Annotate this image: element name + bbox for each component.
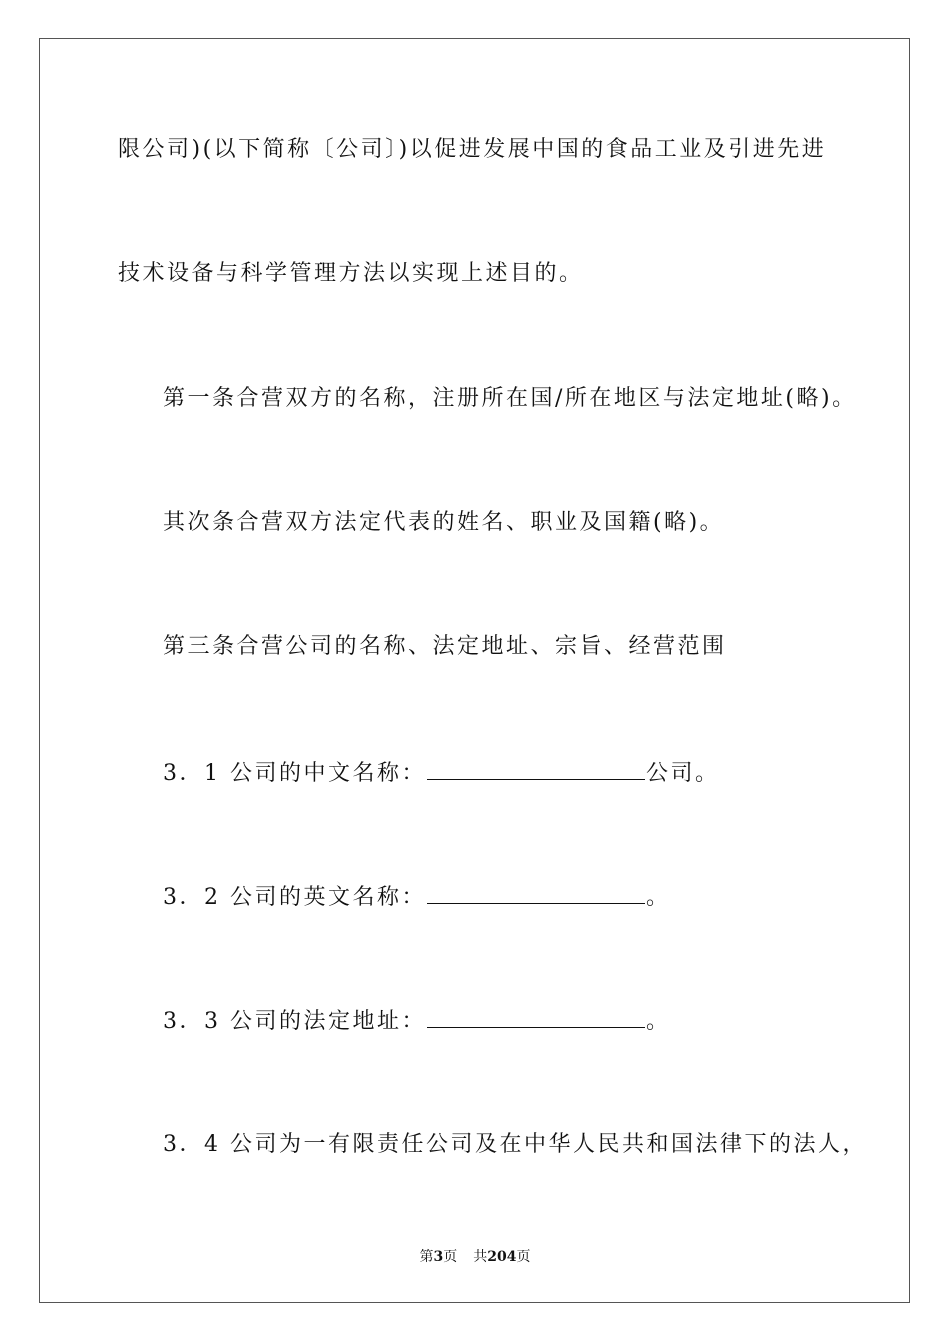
chinese-name-blank [427, 757, 645, 780]
total-suffix: 页 [516, 1249, 531, 1265]
body-text-line: 限公司)(以下简称〔公司〕)以促进发展中国的食品工业及引进先进 [118, 137, 827, 162]
clause-3-1 [163, 757, 720, 789]
page-number: 3 [433, 1249, 444, 1265]
clause-3-2-suffix: 。 [646, 885, 671, 910]
legal-address-blank [427, 1005, 645, 1028]
page-footer [0, 1247, 950, 1267]
clause-3-1-label: 3．1 公司的中文名称： [163, 761, 426, 786]
article-3-heading: 第三条合营公司的名称、法定地址、宗旨、经营范围 [163, 634, 727, 659]
page-border [39, 38, 910, 1303]
clause-3-1-suffix: 公司。 [646, 761, 720, 786]
clause-3-4: 3．4 公司为一有限责任公司及在中华人民共和国法律下的法人， [163, 1132, 867, 1157]
article-1-text: 第一条合营双方的名称，注册所在国/所在地区与法定地址(略)。 [163, 386, 857, 411]
english-name-blank [427, 881, 645, 904]
page-prefix: 第 [419, 1249, 434, 1265]
clause-3-3 [163, 1005, 671, 1037]
clause-3-2 [163, 881, 671, 913]
page-suffix: 页 [443, 1249, 458, 1265]
clause-3-2-label: 3．2 公司的英文名称： [163, 885, 426, 910]
total-prefix: 共 [473, 1249, 488, 1265]
total-pages: 204 [487, 1249, 517, 1265]
article-2-text: 其次条合营双方法定代表的姓名、职业及国籍(略)。 [163, 510, 725, 535]
clause-3-3-suffix: 。 [646, 1009, 671, 1034]
body-text-line: 技术设备与科学管理方法以实现上述目的。 [118, 261, 584, 286]
clause-3-3-label: 3．3 公司的法定地址： [163, 1009, 426, 1034]
